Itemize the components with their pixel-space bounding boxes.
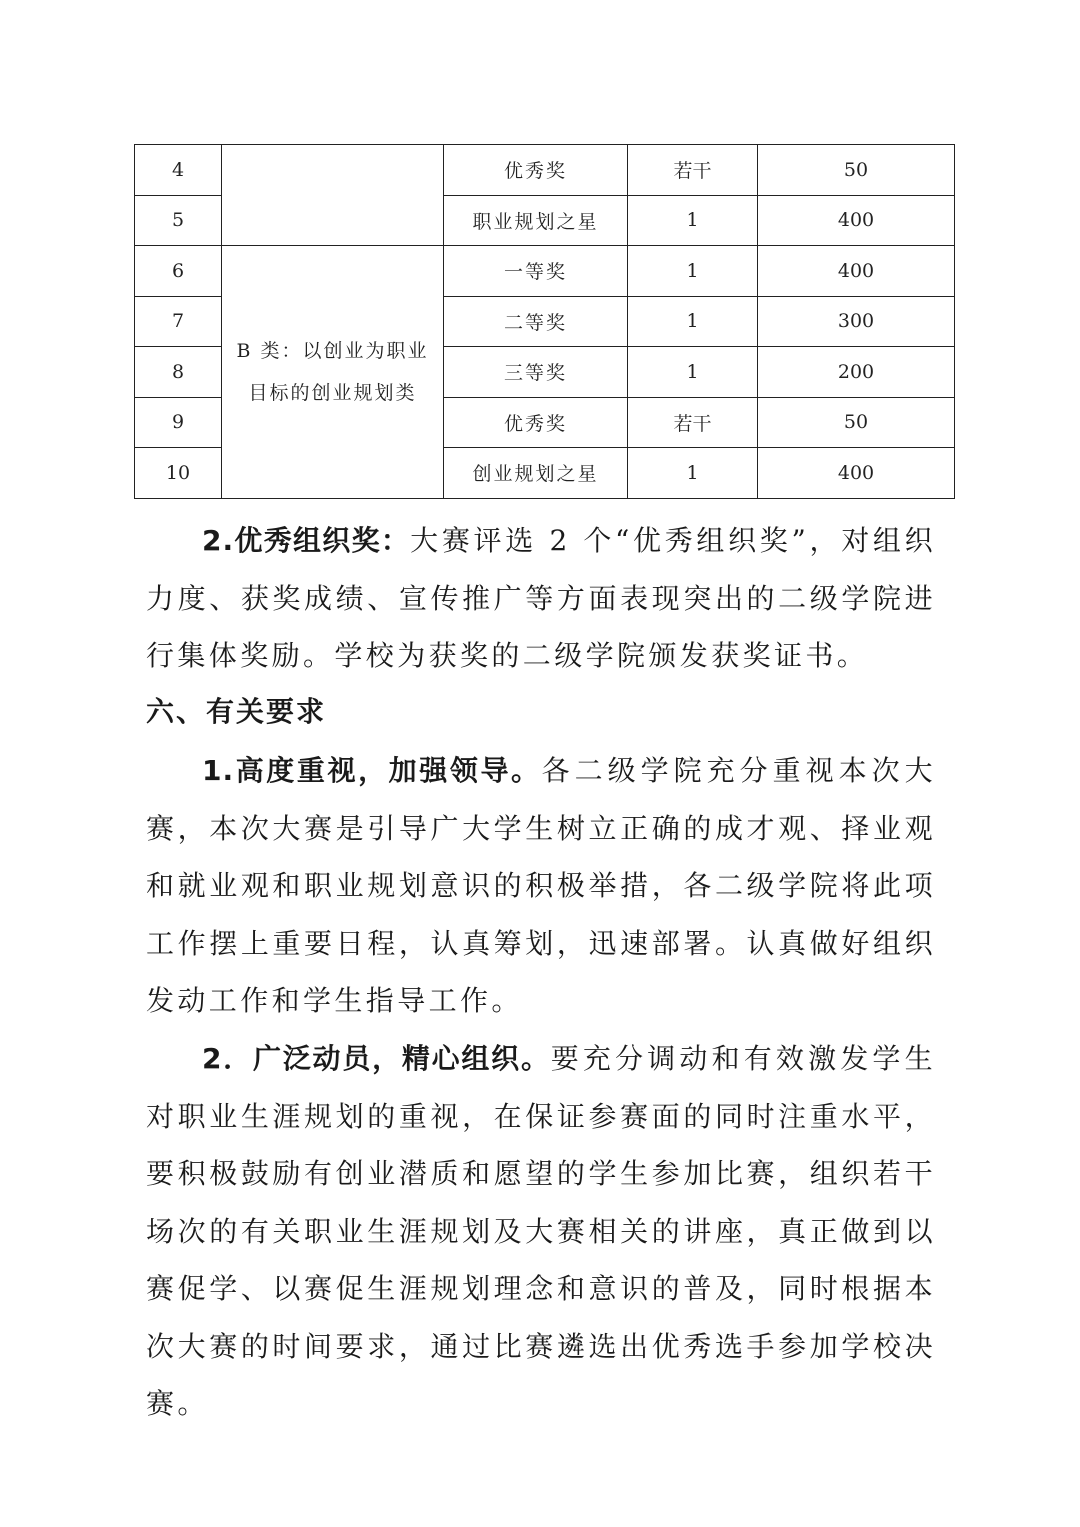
table-row [135, 246, 955, 297]
requirement-2-paragraph [146, 1030, 936, 1433]
award-amount: 300 [758, 296, 955, 347]
table-row [135, 145, 955, 196]
award-amount: 50 [758, 397, 955, 448]
award-amount: 400 [758, 448, 955, 499]
award-count: 若干 [628, 145, 758, 196]
requirement-1-lead: 1.高度重视，加强领导。 [202, 754, 542, 787]
award-name: 三等奖 [444, 347, 628, 398]
award-amount: 400 [758, 195, 955, 246]
category-a-cell [222, 145, 444, 246]
award-name: 创业规划之星 [444, 448, 628, 499]
award-count: 1 [628, 195, 758, 246]
award-name: 一等奖 [444, 246, 628, 297]
requirements-heading: 六、有关要求 [146, 695, 327, 728]
award-amount: 200 [758, 347, 955, 398]
org-award-lead: 2.优秀组织奖： [202, 524, 411, 557]
category-b-cell: B 类：以创业为职业目标的创业规划类 [222, 246, 444, 499]
award-amount: 50 [758, 145, 955, 196]
award-name: 二等奖 [444, 296, 628, 347]
award-count: 1 [628, 347, 758, 398]
org-award-paragraph [146, 512, 936, 685]
row-number: 7 [135, 296, 222, 347]
award-name: 优秀奖 [444, 397, 628, 448]
row-number: 9 [135, 397, 222, 448]
award-count: 若干 [628, 397, 758, 448]
row-number: 8 [135, 347, 222, 398]
row-number: 10 [135, 448, 222, 499]
award-table [134, 144, 955, 499]
award-count: 1 [628, 296, 758, 347]
requirement-2-body: 要充分调动和有效激发学生对职业生涯规划的重视，在保证参赛面的同时注重水平，要积极鼓励有创业潜质和愿望的学生参加比赛，组织若干场次的有关职业生涯规划及大赛相关的讲座，真正做到以赛促学、以赛促生涯规划理念和意识的普及，同时根据本次大赛的时间要求，通过比赛遴选出优秀选手参加学校决赛。 [146, 1042, 937, 1420]
award-amount: 400 [758, 246, 955, 297]
requirement-1-paragraph [146, 742, 936, 1030]
requirement-1-body: 各二级学院充分重视本次大赛，本次大赛是引导广大学生树立正确的成才观、择业观和就业观和职业规划意识的积极举措，各二级学院将此项工作摆上重要日程，认真筹划，迅速部署。认真做好组织发动工作和学生指导工作。 [146, 754, 936, 1017]
award-name: 职业规划之星 [444, 195, 628, 246]
award-name: 优秀奖 [444, 145, 628, 196]
award-count: 1 [628, 246, 758, 297]
row-number: 4 [135, 145, 222, 196]
row-number: 5 [135, 195, 222, 246]
award-count: 1 [628, 448, 758, 499]
requirement-2-lead: 2．广泛动员，精心组织。 [202, 1042, 551, 1075]
row-number: 6 [135, 246, 222, 297]
org-award-body: 大赛评选 2 个“优秀组织奖”，对组织力度、获奖成绩、宣传推广等方面表现突出的二级学院进行集体奖励。学校为获奖的二级学院颁发获奖证书。 [146, 524, 936, 672]
